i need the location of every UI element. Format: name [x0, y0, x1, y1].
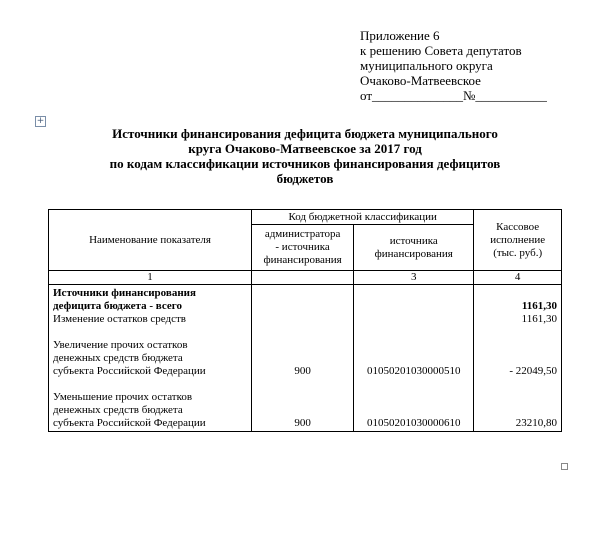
header-source-line: финансирования	[374, 247, 453, 260]
column-number-row	[49, 271, 562, 285]
title-line: по кодам классификации источников финансирования дефицитов	[109, 156, 501, 171]
row-source-cell	[354, 285, 474, 432]
header-row	[49, 210, 562, 225]
header-cash-line: исполнение	[490, 233, 546, 246]
title-line: круга Очаково-Матвеевское за 2017 год	[188, 141, 422, 156]
row-admin-cell	[252, 285, 354, 432]
header-admin	[252, 225, 354, 271]
header-admin-line: - источника	[275, 241, 330, 253]
total-value: 1161,30	[521, 300, 557, 312]
header-cash	[474, 210, 562, 271]
document-title	[50, 126, 560, 186]
appendix-block	[360, 28, 547, 103]
table-resize-handle[interactable]	[561, 463, 568, 470]
header-code-group: Код бюджетной классификации	[252, 210, 474, 225]
increase-admin-code: 900	[294, 365, 311, 377]
change-label: Изменение остатков средств	[53, 313, 186, 325]
column-number: 3	[354, 271, 474, 285]
increase-value: - 22049,50	[509, 365, 557, 377]
column-number: 4	[474, 271, 562, 285]
increase-label-line: субъекта Российской Федерации	[53, 365, 206, 377]
row-cash-cell	[474, 285, 562, 432]
appendix-line: к решению Совета депутатов	[360, 43, 522, 58]
increase-label-line: денежных средств бюджета	[53, 352, 183, 364]
change-value: 1161,30	[521, 313, 557, 325]
header-admin-line: финансирования	[263, 254, 342, 266]
increase-source-code: 01050201030000510	[367, 365, 461, 377]
total-label-line: дефицита бюджета - всего	[53, 300, 182, 312]
row-name-cell	[49, 285, 252, 432]
header-source-line: источника	[389, 234, 438, 247]
header-source	[354, 225, 474, 271]
table-row	[49, 285, 562, 432]
sources-table	[48, 209, 562, 432]
decrease-label-line: Уменьшение прочих остатков	[53, 391, 193, 403]
decrease-source-code: 01050201030000610	[367, 417, 461, 429]
decrease-admin-code: 900	[294, 417, 311, 429]
header-admin-line: администратора	[264, 228, 341, 240]
header-cash-line: (тыс. руб.)	[493, 246, 543, 259]
header-name: Наименование показателя	[49, 210, 252, 271]
table-move-handle-icon[interactable]: +	[36, 116, 45, 126]
increase-label-line: Увеличение прочих остатков	[53, 339, 188, 351]
appendix-line: муниципального округа	[360, 58, 493, 73]
appendix-date-number-line: от______________№___________	[360, 88, 547, 103]
title-line: бюджетов	[276, 171, 334, 186]
decrease-label-line: субъекта Российской Федерации	[53, 417, 206, 429]
column-number: 1	[49, 271, 252, 285]
appendix-line: Приложение 6	[360, 28, 440, 43]
title-line: Источники финансирования дефицита бюджета муниципального	[112, 126, 498, 141]
column-number	[252, 271, 354, 285]
header-cash-line: Кассовое	[496, 220, 540, 233]
appendix-line: Очаково-Матвеевское	[360, 73, 481, 88]
decrease-value: 23210,80	[515, 417, 557, 429]
decrease-label-line: денежных средств бюджета	[53, 404, 183, 416]
total-label-line: Источники финансирования	[53, 287, 196, 299]
